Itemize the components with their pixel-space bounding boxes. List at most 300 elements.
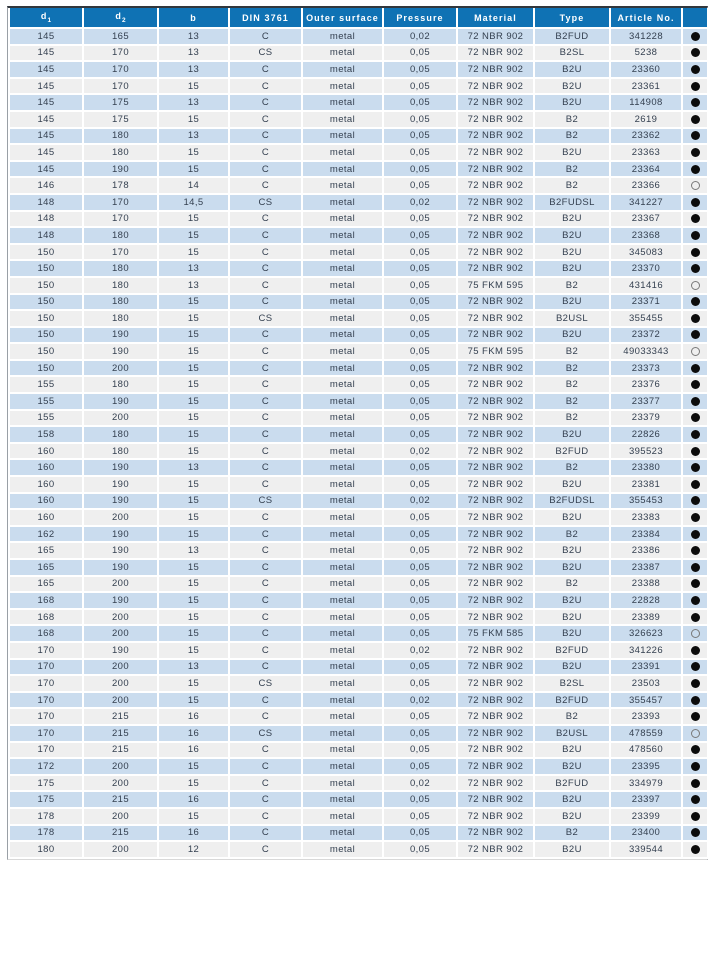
- cell-material: 72 NBR 902: [457, 426, 534, 443]
- cell-d2: 190: [83, 459, 158, 476]
- cell-type: B2U: [534, 327, 610, 344]
- availability-dot-filled-icon: [691, 48, 700, 57]
- availability-dot-filled-icon: [691, 779, 700, 788]
- cell-status: [682, 310, 708, 327]
- cell-pressure: 0,05: [383, 111, 457, 128]
- cell-din: C: [229, 808, 302, 825]
- cell-status: [682, 360, 708, 377]
- cell-outer: metal: [302, 493, 383, 510]
- table-row: [9, 343, 708, 360]
- cell-b: 15: [158, 692, 229, 709]
- cell-article: 341227: [610, 194, 682, 211]
- cell-d2: 190: [83, 592, 158, 609]
- cell-material: 72 NBR 902: [457, 177, 534, 194]
- cell-type: B2: [534, 825, 610, 842]
- cell-status: [682, 78, 708, 95]
- cell-article: 23362: [610, 128, 682, 145]
- cell-din: C: [229, 211, 302, 228]
- cell-d1: 150: [9, 310, 83, 327]
- cell-b: 15: [158, 476, 229, 493]
- table-row: [9, 642, 708, 659]
- cell-outer: metal: [302, 559, 383, 576]
- table-row: [9, 360, 708, 377]
- availability-dot-filled-icon: [691, 795, 700, 804]
- table-row: [9, 775, 708, 792]
- table-row: [9, 177, 708, 194]
- cell-d1: 165: [9, 542, 83, 559]
- table-row: [9, 144, 708, 161]
- cell-article: 355455: [610, 310, 682, 327]
- cell-d1: 160: [9, 443, 83, 460]
- cell-material: 72 NBR 902: [457, 111, 534, 128]
- cell-outer: metal: [302, 144, 383, 161]
- cell-b: 15: [158, 526, 229, 543]
- cell-d2: 200: [83, 692, 158, 709]
- cell-status: [682, 476, 708, 493]
- cell-din: C: [229, 692, 302, 709]
- cell-material: 72 NBR 902: [457, 742, 534, 759]
- cell-material: 72 NBR 902: [457, 509, 534, 526]
- cell-material: 72 NBR 902: [457, 526, 534, 543]
- cell-d2: 170: [83, 61, 158, 78]
- cell-d1: 160: [9, 509, 83, 526]
- cell-article: 22826: [610, 426, 682, 443]
- seal-spec-table-frame: [7, 6, 708, 860]
- cell-d2: 190: [83, 343, 158, 360]
- cell-status: [682, 128, 708, 145]
- cell-pressure: 0,05: [383, 45, 457, 62]
- cell-pressure: 0,05: [383, 592, 457, 609]
- cell-status: [682, 227, 708, 244]
- cell-material: 72 NBR 902: [457, 675, 534, 692]
- cell-b: 12: [158, 841, 229, 858]
- cell-d1: 165: [9, 576, 83, 593]
- cell-b: 15: [158, 161, 229, 178]
- cell-material: 72 NBR 902: [457, 78, 534, 95]
- cell-d1: 180: [9, 841, 83, 858]
- cell-din: CS: [229, 45, 302, 62]
- cell-b: 15: [158, 493, 229, 510]
- cell-outer: metal: [302, 476, 383, 493]
- cell-b: 15: [158, 393, 229, 410]
- cell-d1: 170: [9, 708, 83, 725]
- cell-d2: 170: [83, 78, 158, 95]
- cell-b: 15: [158, 211, 229, 228]
- cell-d2: 200: [83, 808, 158, 825]
- cell-status: [682, 775, 708, 792]
- cell-material: 72 NBR 902: [457, 310, 534, 327]
- table-row: [9, 825, 708, 842]
- cell-din: CS: [229, 310, 302, 327]
- cell-pressure: 0,05: [383, 758, 457, 775]
- cell-din: C: [229, 94, 302, 111]
- cell-b: 13: [158, 260, 229, 277]
- availability-dot-filled-icon: [691, 264, 700, 273]
- cell-status: [682, 443, 708, 460]
- availability-dot-filled-icon: [691, 115, 700, 124]
- cell-b: 15: [158, 775, 229, 792]
- cell-outer: metal: [302, 294, 383, 311]
- cell-d2: 180: [83, 294, 158, 311]
- cell-d2: 200: [83, 841, 158, 858]
- cell-pressure: 0,02: [383, 775, 457, 792]
- cell-outer: metal: [302, 609, 383, 626]
- cell-b: 16: [158, 791, 229, 808]
- cell-din: C: [229, 177, 302, 194]
- availability-dot-filled-icon: [691, 646, 700, 655]
- cell-b: 15: [158, 758, 229, 775]
- table-row: [9, 758, 708, 775]
- cell-b: 15: [158, 426, 229, 443]
- cell-article: 334979: [610, 775, 682, 792]
- cell-pressure: 0,02: [383, 194, 457, 211]
- cell-b: 15: [158, 559, 229, 576]
- cell-article: 23366: [610, 177, 682, 194]
- cell-d1: 170: [9, 692, 83, 709]
- cell-type: B2FUD: [534, 775, 610, 792]
- col-header-d1-subscript: 1: [47, 16, 52, 24]
- cell-b: 13: [158, 45, 229, 62]
- cell-outer: metal: [302, 227, 383, 244]
- cell-type: B2: [534, 360, 610, 377]
- cell-d1: 170: [9, 642, 83, 659]
- cell-type: B2SL: [534, 45, 610, 62]
- cell-status: [682, 576, 708, 593]
- cell-type: B2SL: [534, 675, 610, 692]
- cell-article: 341228: [610, 28, 682, 45]
- cell-pressure: 0,05: [383, 260, 457, 277]
- cell-d2: 178: [83, 177, 158, 194]
- cell-pressure: 0,05: [383, 609, 457, 626]
- cell-d1: 150: [9, 294, 83, 311]
- cell-pressure: 0,05: [383, 294, 457, 311]
- cell-pressure: 0,05: [383, 144, 457, 161]
- cell-pressure: 0,05: [383, 576, 457, 593]
- cell-article: 5238: [610, 45, 682, 62]
- cell-type: B2: [534, 177, 610, 194]
- cell-status: [682, 609, 708, 626]
- cell-status: [682, 144, 708, 161]
- cell-status: [682, 28, 708, 45]
- cell-b: 13: [158, 459, 229, 476]
- availability-dot-filled-icon: [691, 513, 700, 522]
- cell-d1: 145: [9, 144, 83, 161]
- cell-pressure: 0,05: [383, 625, 457, 642]
- table-row: [9, 841, 708, 858]
- cell-article: 114908: [610, 94, 682, 111]
- cell-type: B2U: [534, 542, 610, 559]
- cell-status: [682, 211, 708, 228]
- cell-d1: 170: [9, 659, 83, 676]
- cell-article: 339544: [610, 841, 682, 858]
- cell-article: 23364: [610, 161, 682, 178]
- cell-d2: 190: [83, 493, 158, 510]
- cell-status: [682, 542, 708, 559]
- table-row: [9, 111, 708, 128]
- cell-material: 72 NBR 902: [457, 327, 534, 344]
- cell-material: 72 NBR 902: [457, 775, 534, 792]
- cell-material: 72 NBR 902: [457, 227, 534, 244]
- cell-din: CS: [229, 194, 302, 211]
- cell-b: 15: [158, 376, 229, 393]
- cell-d2: 175: [83, 111, 158, 128]
- cell-type: B2: [534, 410, 610, 427]
- availability-dot-filled-icon: [691, 413, 700, 422]
- table-row: [9, 277, 708, 294]
- cell-din: C: [229, 443, 302, 460]
- cell-article: 49033343: [610, 343, 682, 360]
- cell-pressure: 0,05: [383, 327, 457, 344]
- cell-status: [682, 526, 708, 543]
- cell-d1: 168: [9, 592, 83, 609]
- cell-type: B2U: [534, 791, 610, 808]
- cell-material: 72 NBR 902: [457, 28, 534, 45]
- availability-dot-filled-icon: [691, 596, 700, 605]
- table-row: [9, 609, 708, 626]
- cell-article: 23388: [610, 576, 682, 593]
- cell-outer: metal: [302, 177, 383, 194]
- cell-status: [682, 327, 708, 344]
- cell-pressure: 0,05: [383, 78, 457, 95]
- availability-dot-filled-icon: [691, 98, 700, 107]
- cell-b: 16: [158, 708, 229, 725]
- availability-dot-filled-icon: [691, 762, 700, 771]
- availability-dot-filled-icon: [691, 662, 700, 671]
- cell-d2: 215: [83, 791, 158, 808]
- cell-material: 72 NBR 902: [457, 576, 534, 593]
- cell-type: B2U: [534, 244, 610, 261]
- table-header: [9, 8, 708, 28]
- cell-d2: 190: [83, 642, 158, 659]
- table-row: [9, 28, 708, 45]
- col-header-din: DIN 3761: [229, 8, 302, 28]
- cell-b: 13: [158, 128, 229, 145]
- cell-article: 355453: [610, 493, 682, 510]
- cell-din: C: [229, 642, 302, 659]
- cell-outer: metal: [302, 742, 383, 759]
- cell-d1: 150: [9, 327, 83, 344]
- availability-dot-filled-icon: [691, 845, 700, 854]
- cell-b: 13: [158, 61, 229, 78]
- cell-b: 13: [158, 28, 229, 45]
- availability-dot-open-icon: [691, 629, 700, 638]
- cell-type: B2: [534, 161, 610, 178]
- cell-d1: 148: [9, 194, 83, 211]
- cell-outer: metal: [302, 791, 383, 808]
- cell-b: 16: [158, 725, 229, 742]
- cell-din: C: [229, 28, 302, 45]
- cell-outer: metal: [302, 45, 383, 62]
- cell-d2: 190: [83, 476, 158, 493]
- cell-d2: 200: [83, 609, 158, 626]
- cell-din: C: [229, 742, 302, 759]
- cell-type: B2USL: [534, 725, 610, 742]
- cell-material: 72 NBR 902: [457, 559, 534, 576]
- cell-d2: 180: [83, 443, 158, 460]
- table-row: [9, 161, 708, 178]
- cell-din: C: [229, 144, 302, 161]
- cell-din: CS: [229, 493, 302, 510]
- cell-d1: 162: [9, 526, 83, 543]
- cell-pressure: 0,02: [383, 692, 457, 709]
- table-row: [9, 294, 708, 311]
- cell-article: 23393: [610, 708, 682, 725]
- cell-d2: 200: [83, 625, 158, 642]
- cell-article: 22828: [610, 592, 682, 609]
- cell-material: 72 NBR 902: [457, 94, 534, 111]
- table-row: [9, 211, 708, 228]
- cell-type: B2USL: [534, 310, 610, 327]
- cell-outer: metal: [302, 459, 383, 476]
- cell-material: 75 FKM 595: [457, 277, 534, 294]
- cell-type: B2U: [534, 841, 610, 858]
- cell-pressure: 0,02: [383, 642, 457, 659]
- cell-article: 395523: [610, 443, 682, 460]
- cell-article: 2619: [610, 111, 682, 128]
- cell-type: B2U: [534, 426, 610, 443]
- cell-material: 72 NBR 902: [457, 161, 534, 178]
- cell-outer: metal: [302, 758, 383, 775]
- cell-type: B2FUD: [534, 642, 610, 659]
- cell-article: 23399: [610, 808, 682, 825]
- availability-dot-filled-icon: [691, 463, 700, 472]
- availability-dot-filled-icon: [691, 447, 700, 456]
- cell-din: CS: [229, 725, 302, 742]
- cell-article: 23380: [610, 459, 682, 476]
- cell-outer: metal: [302, 277, 383, 294]
- cell-d1: 148: [9, 211, 83, 228]
- cell-status: [682, 426, 708, 443]
- cell-type: B2U: [534, 509, 610, 526]
- col-header-material: Material: [457, 8, 534, 28]
- cell-din: C: [229, 841, 302, 858]
- availability-dot-filled-icon: [691, 198, 700, 207]
- cell-d2: 180: [83, 128, 158, 145]
- cell-status: [682, 111, 708, 128]
- cell-article: 23389: [610, 609, 682, 626]
- cell-outer: metal: [302, 376, 383, 393]
- cell-status: [682, 493, 708, 510]
- table-row: [9, 376, 708, 393]
- availability-dot-filled-icon: [691, 131, 700, 140]
- col-header-article: Article No.: [610, 8, 682, 28]
- header-row: [9, 8, 708, 28]
- availability-dot-filled-icon: [691, 613, 700, 622]
- cell-b: 15: [158, 609, 229, 626]
- cell-pressure: 0,05: [383, 841, 457, 858]
- cell-article: 23376: [610, 376, 682, 393]
- cell-b: 13: [158, 277, 229, 294]
- cell-b: 16: [158, 825, 229, 842]
- cell-type: B2: [534, 376, 610, 393]
- cell-d1: 165: [9, 559, 83, 576]
- cell-article: 23377: [610, 393, 682, 410]
- cell-din: C: [229, 775, 302, 792]
- cell-b: 15: [158, 310, 229, 327]
- col-header-outer: Outer surface: [302, 8, 383, 28]
- cell-pressure: 0,05: [383, 708, 457, 725]
- availability-dot-filled-icon: [691, 165, 700, 174]
- cell-d1: 145: [9, 28, 83, 45]
- cell-pressure: 0,05: [383, 410, 457, 427]
- cell-d1: 148: [9, 227, 83, 244]
- cell-d1: 175: [9, 791, 83, 808]
- cell-d1: 145: [9, 61, 83, 78]
- cell-din: CS: [229, 675, 302, 692]
- cell-d2: 180: [83, 376, 158, 393]
- cell-status: [682, 808, 708, 825]
- cell-material: 75 FKM 595: [457, 343, 534, 360]
- table-row: [9, 443, 708, 460]
- cell-status: [682, 742, 708, 759]
- cell-d1: 150: [9, 244, 83, 261]
- cell-din: C: [229, 576, 302, 593]
- cell-type: B2U: [534, 609, 610, 626]
- cell-article: 23386: [610, 542, 682, 559]
- cell-d2: 200: [83, 360, 158, 377]
- table-row: [9, 542, 708, 559]
- cell-material: 72 NBR 902: [457, 758, 534, 775]
- cell-status: [682, 177, 708, 194]
- cell-outer: metal: [302, 161, 383, 178]
- cell-outer: metal: [302, 692, 383, 709]
- cell-material: 72 NBR 902: [457, 808, 534, 825]
- cell-b: 13: [158, 659, 229, 676]
- cell-type: B2U: [534, 742, 610, 759]
- cell-b: 16: [158, 742, 229, 759]
- cell-b: 13: [158, 94, 229, 111]
- cell-d1: 145: [9, 94, 83, 111]
- cell-article: 23370: [610, 260, 682, 277]
- availability-dot-filled-icon: [691, 380, 700, 389]
- availability-dot-filled-icon: [691, 496, 700, 505]
- cell-type: B2U: [534, 592, 610, 609]
- cell-status: [682, 94, 708, 111]
- cell-article: 431416: [610, 277, 682, 294]
- cell-article: 23395: [610, 758, 682, 775]
- cell-pressure: 0,05: [383, 244, 457, 261]
- cell-d2: 180: [83, 310, 158, 327]
- cell-d2: 190: [83, 559, 158, 576]
- cell-status: [682, 260, 708, 277]
- table-row: [9, 708, 708, 725]
- cell-din: C: [229, 659, 302, 676]
- cell-article: 23503: [610, 675, 682, 692]
- cell-d1: 150: [9, 260, 83, 277]
- cell-outer: metal: [302, 592, 383, 609]
- cell-material: 72 NBR 902: [457, 493, 534, 510]
- cell-type: B2FUDSL: [534, 194, 610, 211]
- cell-d1: 178: [9, 825, 83, 842]
- availability-dot-filled-icon: [691, 430, 700, 439]
- cell-material: 72 NBR 902: [457, 294, 534, 311]
- table-row: [9, 327, 708, 344]
- cell-status: [682, 725, 708, 742]
- cell-material: 72 NBR 902: [457, 592, 534, 609]
- cell-material: 72 NBR 902: [457, 708, 534, 725]
- table-row: [9, 244, 708, 261]
- table-row: [9, 675, 708, 692]
- cell-outer: metal: [302, 642, 383, 659]
- cell-b: 15: [158, 592, 229, 609]
- cell-article: 23391: [610, 659, 682, 676]
- cell-article: 23387: [610, 559, 682, 576]
- cell-article: 23371: [610, 294, 682, 311]
- cell-d1: 170: [9, 742, 83, 759]
- cell-din: C: [229, 294, 302, 311]
- cell-din: C: [229, 360, 302, 377]
- cell-type: B2: [534, 576, 610, 593]
